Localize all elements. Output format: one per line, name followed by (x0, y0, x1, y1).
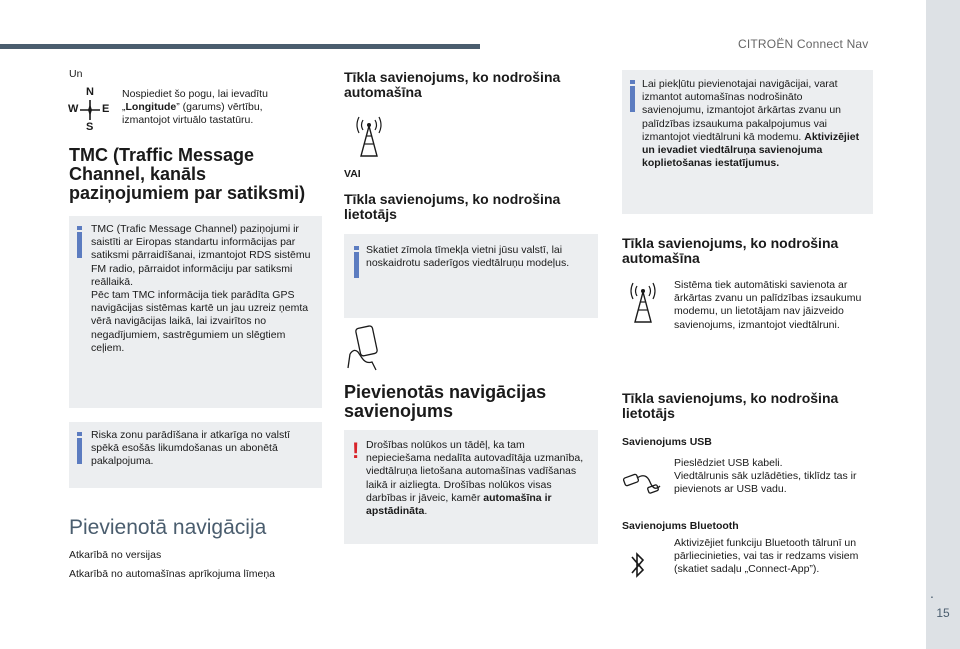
page-side-strip (926, 0, 960, 649)
usb-label: Savienojums USB (622, 436, 712, 448)
vehicle-network-text: Sistēma tiek automātiski savienota ar ārkārtas zvanu un palīdzības izsaukumu modemu, un lietotājam nav jāizveido savienojums, izmantojot viedtālruni. (674, 279, 862, 331)
usb-text: Pieslēdziet USB kabeli. Viedtālrunis sāk uzlādēties, tiklīdz tas ir pievienots ar USB vadu. (674, 457, 857, 496)
info-icon (354, 246, 359, 278)
risk-note-text: Riska zonu parādīšana ir atkarīga no valstī spēkā esošās likumdošanas un abonētā pakalpojuma. (91, 429, 291, 468)
dependency-version: Atkarībā no versijas (69, 549, 162, 561)
un-label: Un (69, 68, 83, 80)
privacy-note-box (622, 70, 873, 214)
warning-icon: ! (352, 438, 360, 463)
warning-box (344, 430, 598, 544)
tmc-heading: TMC (Traffic Message Channel, kanāls paziņojumiem par satiksmi) (69, 145, 306, 203)
risk-note-box (69, 422, 322, 488)
page-number: 15 (936, 606, 950, 620)
tmc-note-text: TMC (Trafic Message Channel) paziņojumi ir saistīti ar Eiropas standartu informācijas par satiksmi pārraidīšanai, izmantojot RDS sistēmu FM radio, pārraidot informāciju par satiksmi reāllaikā. Pēc tam TMC informācija tiek parādīta GPS navigācijas sistēmas kartē un jau uzreiz ņemta vērā navigācijas laikā, lai izvairītos no negadījumiem, sastrēgumiem un slēgtiem ceļiem. (91, 223, 311, 354)
or-label: VAI (344, 168, 361, 180)
warning-text: Drošības nolūkos un tādēļ, ka tam nepieciešama nedalīta autovadītāja uzmanība, viedtālruņa lietošana automašīnas vadīšanas laikā ir aizliegta. Drošības nolūkos visas darbības ir jāveic, kamēr automašīna ir apstādināta. (366, 439, 584, 518)
user-note-box (344, 234, 598, 318)
compass-w: W (68, 103, 79, 115)
user-note-text: Skatiet zīmola tīmekļa vietni jūsu valstī, lai noskaidrotu saderīgos viedtālruņu modeļus. (366, 244, 570, 270)
usb-cable-icon (620, 466, 664, 500)
info-icon (77, 432, 82, 464)
user-network-heading-2: Tīkla savienojums, ko nodrošina lietotājs (622, 390, 839, 421)
privacy-note-text: Lai piekļūtu pievienotajai navigācijai, varat izmantot automašīnas nodrošināto savienojumu, izmantojot ārkārtas zvanu un palīdzības izsaukuma pakalpojumus vai izmantojot viedtālruni kā modemu. Aktivizējiet un ievadiet viedtālruņa savienojuma koplietošanas iestatījumus. (642, 78, 860, 170)
antenna-icon (352, 114, 386, 158)
phone-hand-icon (346, 324, 386, 374)
compass-icon (68, 86, 112, 134)
compass-description: Nospiediet šo pogu, lai ievadītu „Longitude” (garums) vērtību, izmantojot virtuālo tastatūru. (122, 88, 268, 127)
tmc-note-box (69, 216, 322, 408)
compass-e: E (102, 103, 110, 115)
bluetooth-icon (628, 548, 648, 582)
compass-n: N (86, 86, 94, 98)
compass-s: S (86, 121, 94, 133)
vehicle-network-heading-2: Tīkla savienojums, ko nodrošina automašīna (622, 235, 839, 266)
bluetooth-label: Savienojums Bluetooth (622, 520, 739, 532)
top-rule (0, 44, 480, 49)
dependency-equipment: Atkarībā no automašīnas aprīkojuma līmeņa (69, 568, 276, 580)
info-icon (77, 226, 82, 258)
connected-nav-connection-heading: Pievienotās navigācijas savienojums (344, 382, 547, 421)
user-network-heading: Tīkla savienojums, ko nodrošina lietotājs (344, 191, 561, 222)
info-icon (630, 80, 635, 112)
bluetooth-text: Aktivizējiet funkciju Bluetooth tālrunī un pārliecinieties, vai tas ir redzams visiem (skatiet sadaļu „Connect-App”). (674, 537, 859, 576)
connected-nav-heading: Pievienotā navigācija (69, 516, 267, 539)
brand-header: CITROËN Connect Nav (738, 37, 869, 51)
page-dot: . (930, 585, 934, 601)
vehicle-network-heading: Tīkla savienojums, ko nodrošina automašīna (344, 69, 561, 100)
antenna-icon (626, 280, 660, 324)
